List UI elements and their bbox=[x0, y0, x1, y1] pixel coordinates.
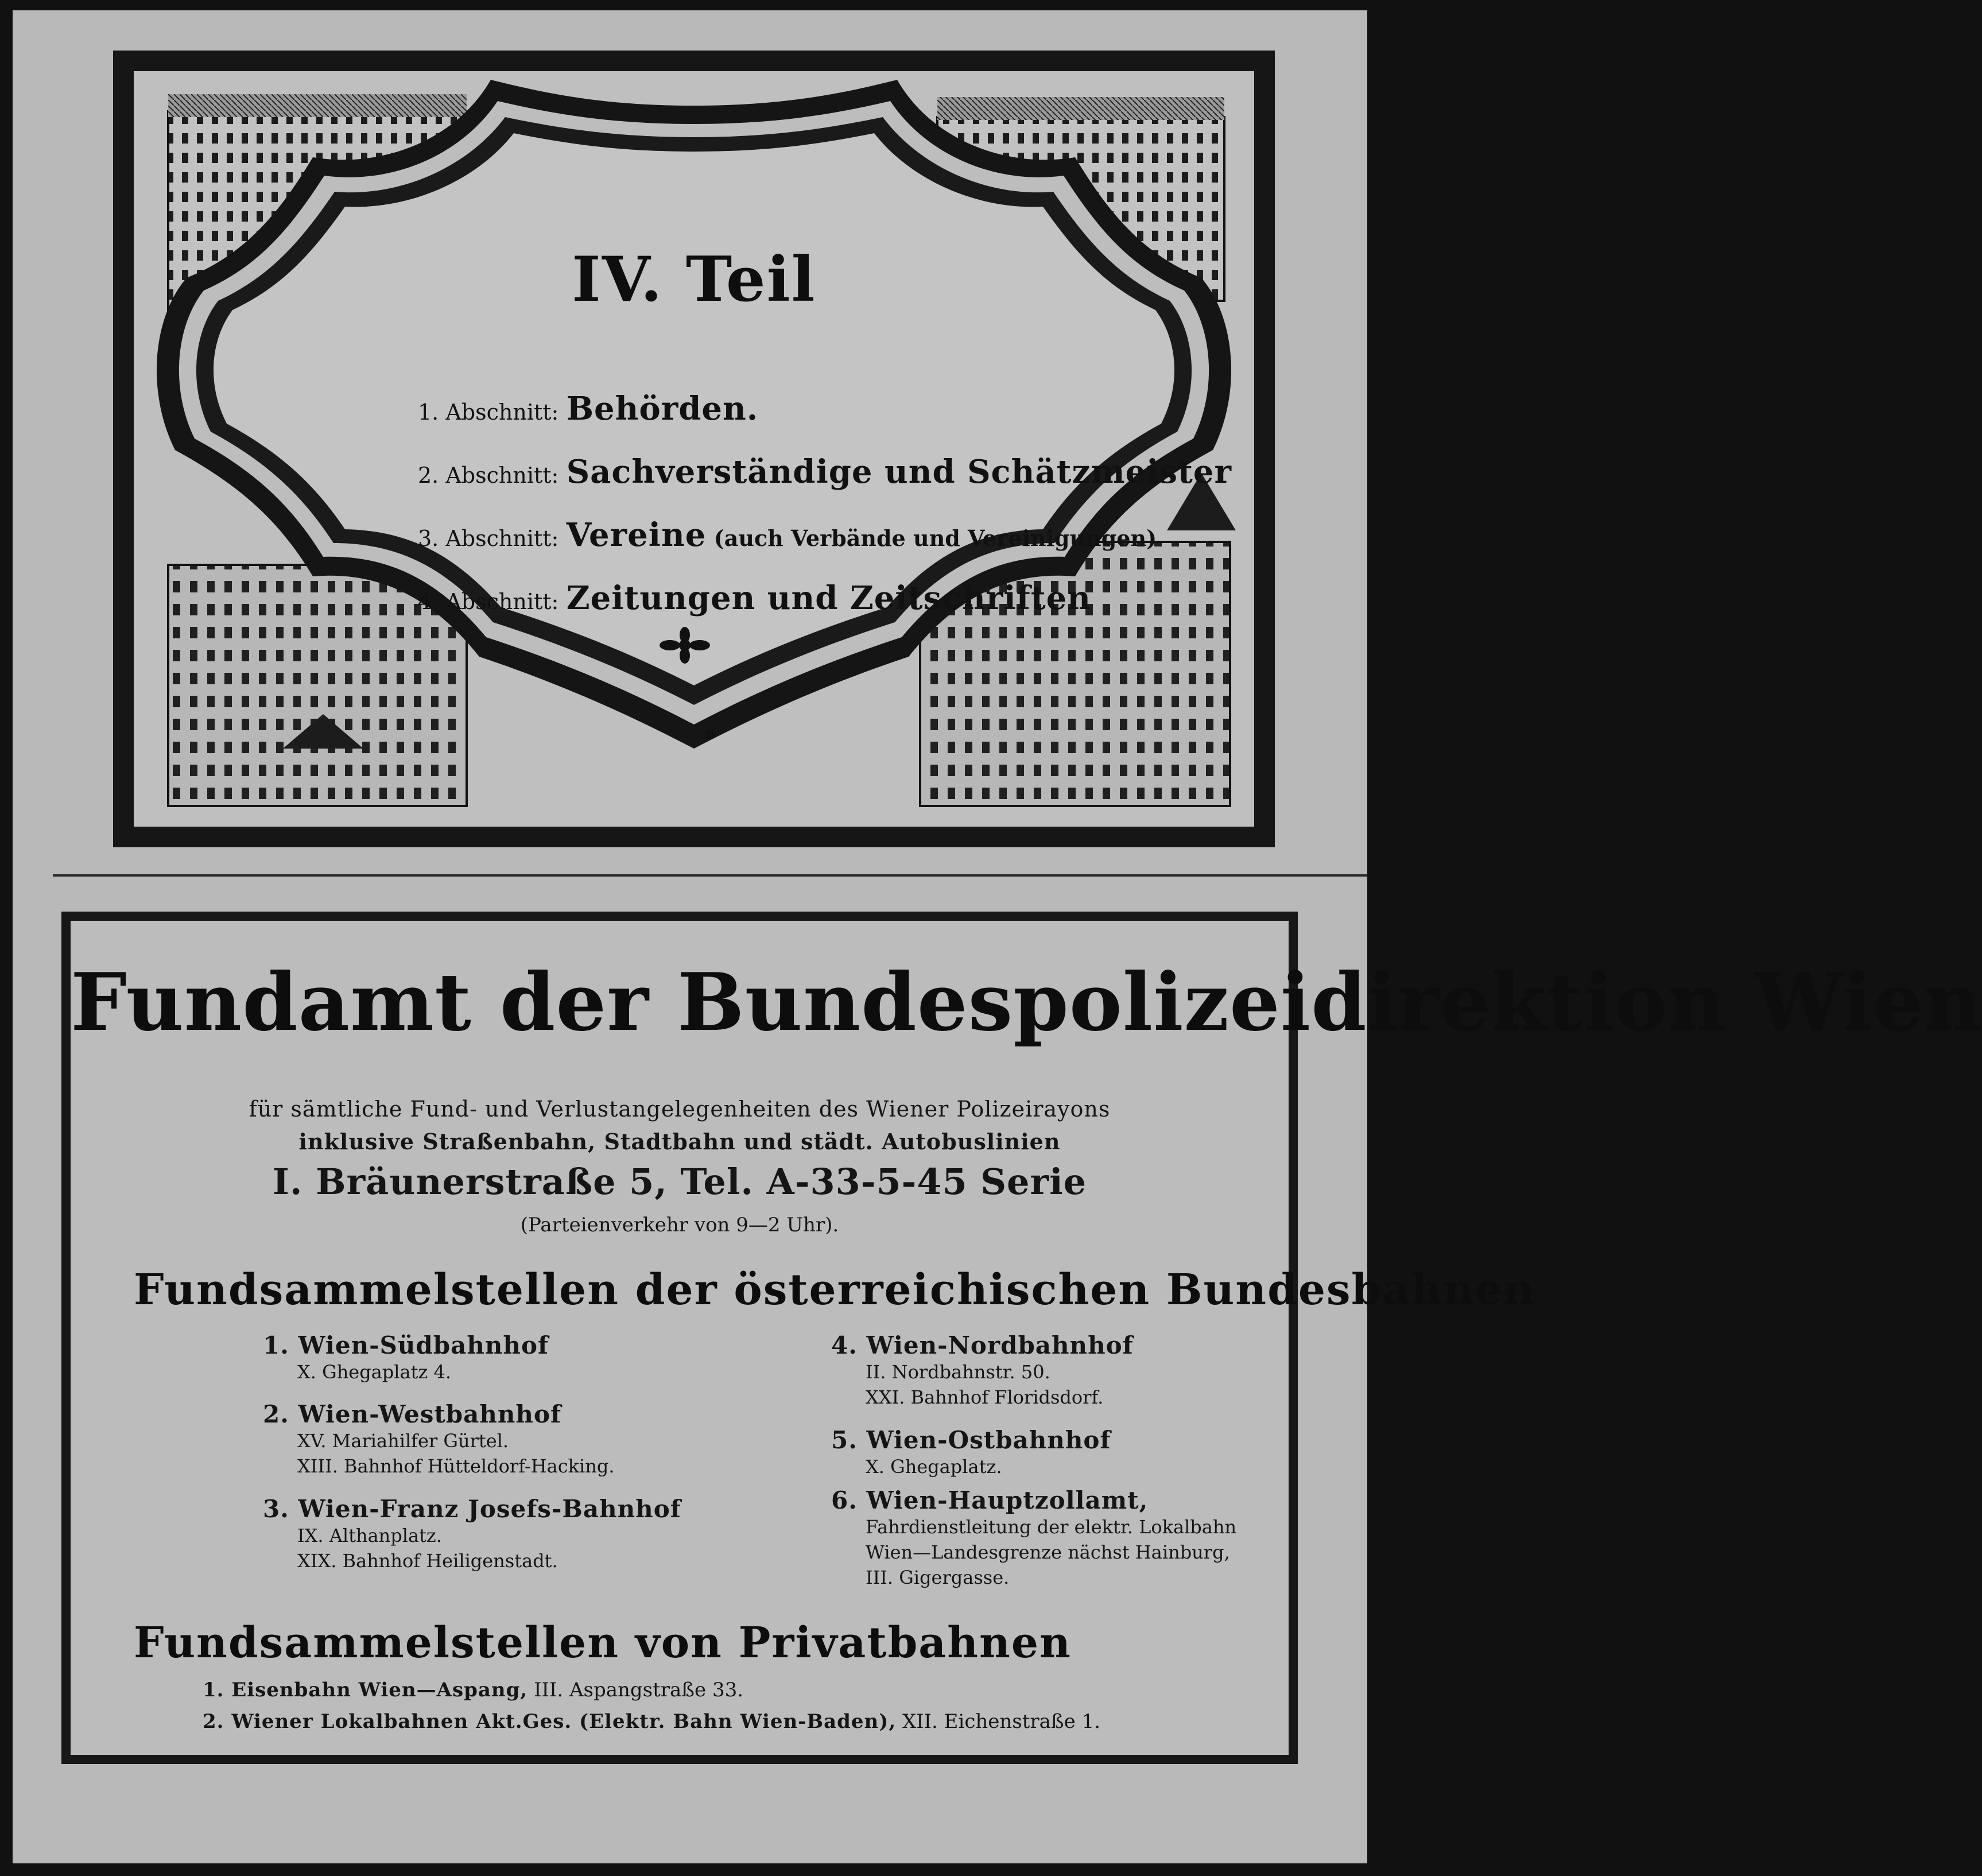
station-3-line-1: IX. Althanplatz. bbox=[297, 1525, 442, 1546]
section-3 bbox=[418, 516, 1157, 554]
notice-subline-1: für sämtliche Fund- und Verlustangelegenheiten des Wiener Polizeirayons bbox=[249, 1096, 1111, 1122]
private-entry-1 bbox=[203, 1679, 743, 1701]
notice-address: I. Bräunerstraße 5, Tel. A-33-5-45 Serie bbox=[272, 1161, 1087, 1203]
section-3-label: 3. Abschnitt: bbox=[418, 526, 559, 551]
notice-heading: Fundamt der Bundespolizeidirektion Wien bbox=[71, 955, 1982, 1049]
station-5 bbox=[831, 1426, 1111, 1479]
obb-heading: Fundsammelstellen der österreichischen Bundesbahnen bbox=[134, 1265, 1535, 1315]
private-entry-2 bbox=[203, 1710, 1100, 1733]
section-2-label: 2. Abschnitt: bbox=[418, 463, 559, 488]
section-1-label: 1. Abschnitt: bbox=[418, 400, 559, 425]
station-1-name: 1. Wien-Südbahnhof bbox=[263, 1331, 549, 1359]
station-5-line-1: X. Ghegaplatz. bbox=[866, 1456, 1002, 1478]
notice-hours: (Parteienverkehr von 9—2 Uhr). bbox=[520, 1214, 839, 1237]
station-2 bbox=[263, 1400, 615, 1479]
scanned-page bbox=[13, 10, 1982, 1863]
private-entry-2-name: 2. Wiener Lokalbahnen Akt.Ges. (Elektr. Bahn Wien-Baden), bbox=[203, 1710, 897, 1733]
section-1 bbox=[418, 390, 758, 428]
station-4-line-2: XXI. Bahnhof Floridsdorf. bbox=[866, 1386, 1104, 1408]
section-4-value: Zeitungen und Zeitschriften bbox=[566, 579, 1091, 617]
station-2-line-1: XV. Mariahilfer Gürtel. bbox=[297, 1430, 509, 1452]
section-1-value: Behörden. bbox=[566, 390, 759, 428]
section-index-card bbox=[113, 51, 1275, 847]
section-4 bbox=[418, 579, 1091, 617]
section-4-label: 4. Abschnitt: bbox=[418, 589, 559, 614]
station-6-line-3: III. Gigergasse. bbox=[866, 1567, 1010, 1588]
station-3 bbox=[263, 1495, 681, 1573]
station-1 bbox=[263, 1331, 549, 1385]
station-4 bbox=[831, 1331, 1134, 1410]
section-2-value: Sachverständige und Schätzmeister bbox=[566, 453, 1232, 491]
station-1-line-1: X. Ghegaplatz 4. bbox=[297, 1361, 452, 1383]
private-entry-1-address: III. Aspangstraße 33. bbox=[534, 1679, 744, 1701]
station-5-name: 5. Wien-Ostbahnhof bbox=[831, 1426, 1111, 1454]
lost-property-notice bbox=[61, 912, 1982, 1764]
station-6 bbox=[831, 1486, 1236, 1590]
section-3-value: Vereine bbox=[566, 516, 707, 554]
section-2 bbox=[418, 453, 1232, 491]
part-title: IV. Teil bbox=[572, 243, 816, 316]
station-3-line-2: XIX. Bahnhof Heiligenstadt. bbox=[297, 1550, 558, 1572]
station-4-line-1: II. Nordbahnstr. 50. bbox=[866, 1361, 1050, 1383]
station-4-name: 4. Wien-Nordbahnhof bbox=[831, 1331, 1134, 1359]
station-6-line-1: Fahrdienstleitung der elektr. Lokalbahn bbox=[866, 1516, 1237, 1538]
private-entry-1-name: 1. Eisenbahn Wien—Aspang, bbox=[203, 1679, 528, 1701]
private-entry-2-address: XII. Eichenstraße 1. bbox=[902, 1710, 1101, 1733]
divider-line bbox=[53, 874, 1367, 877]
station-2-name: 2. Wien-Westbahnhof bbox=[263, 1400, 562, 1428]
station-6-name: 6. Wien-Hauptzollamt, bbox=[831, 1486, 1149, 1514]
card-inner bbox=[134, 71, 1254, 827]
station-3-name: 3. Wien-Franz Josefs-Bahnhof bbox=[263, 1495, 681, 1523]
private-heading: Fundsammelstellen von Privatbahnen bbox=[134, 1618, 1072, 1668]
notice-subline-2: inklusive Straßenbahn, Stadtbahn und städt. Autobuslinien bbox=[298, 1129, 1061, 1154]
station-6-line-2: Wien—Landesgrenze nächst Hainburg, bbox=[866, 1541, 1230, 1563]
station-2-line-2: XIII. Bahnhof Hütteldorf-Hacking. bbox=[297, 1455, 615, 1477]
cityscape-illustration bbox=[134, 71, 1254, 827]
section-3-note: (auch Verbände und Vereinigungen) bbox=[713, 525, 1157, 551]
